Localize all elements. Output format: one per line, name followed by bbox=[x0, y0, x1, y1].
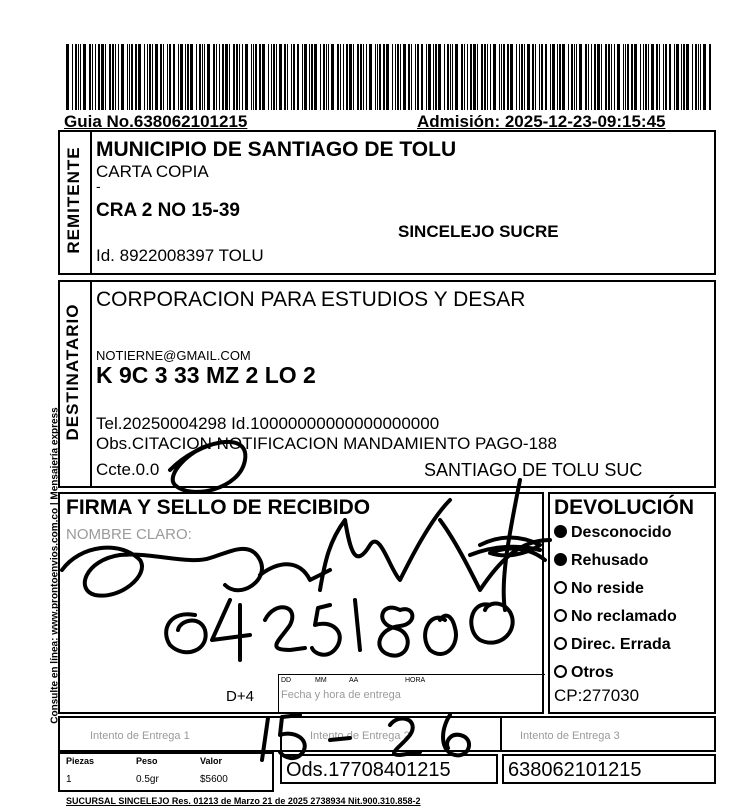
destinatario-name: CORPORACION PARA ESTUDIOS Y DESAR bbox=[96, 288, 526, 311]
devolucion-option-otros: Otros bbox=[554, 664, 614, 682]
detalle-header-piezas: Piezas bbox=[66, 756, 95, 766]
devolucion-cp: CP:277030 bbox=[554, 686, 640, 705]
destinatario-email: NOTIERNE@GMAIL.COM bbox=[96, 348, 251, 363]
dplus-label: D+4 bbox=[226, 688, 254, 705]
recibido-title: FIRMA Y SELLO DE RECIBIDO bbox=[66, 496, 371, 519]
guia-number: Guia No.638062101215 bbox=[64, 112, 248, 131]
destinatario-address: K 9C 3 33 MZ 2 LO 2 bbox=[96, 362, 316, 388]
detalle-header-peso: Peso bbox=[136, 756, 158, 766]
destinatario-label: DESTINATARIO bbox=[63, 303, 82, 441]
date-header-dd: DD bbox=[281, 677, 292, 684]
footer-text: SUCURSAL SINCELEJO Res. 01213 de Marzo 21 de 2025 2738934 Nit.900.310.858-2 bbox=[66, 796, 421, 806]
nombre-claro-label: NOMBRE CLARO: bbox=[66, 526, 192, 543]
devolucion-option-desconocido: Desconocido bbox=[554, 524, 671, 542]
destinatario-city: SANTIAGO DE TOLU SUC bbox=[424, 460, 643, 480]
date-header-hora: HORA bbox=[405, 677, 426, 684]
remitente-id: Id. 8922008397 TOLU bbox=[96, 246, 264, 265]
date-header-aa: AA bbox=[349, 677, 359, 684]
devolucion-option-no-reside: No reside bbox=[554, 580, 644, 598]
date-entry-label: Fecha y hora de entrega bbox=[281, 689, 401, 701]
remitente-label: REMITENTE bbox=[64, 146, 83, 254]
remitente-city: SINCELEJO SUCRE bbox=[398, 222, 559, 241]
remitente-name: MUNICIPIO DE SANTIAGO DE TOLU bbox=[96, 138, 457, 161]
detalle-piezas: 1 bbox=[66, 774, 72, 785]
destinatario-obs: Obs.CITACION NOTIFICACION MANDAMIENTO PAGO-188 bbox=[96, 434, 557, 453]
ods-number: Ods.17708401215 bbox=[286, 759, 451, 781]
devolucion-title: DEVOLUCIÓN bbox=[554, 496, 695, 519]
detalle-peso: 0.5gr bbox=[136, 774, 159, 785]
guia-box-number: 638062101215 bbox=[508, 759, 642, 781]
remitente-dash: - bbox=[96, 178, 101, 194]
destinatario-ccte: Ccte.0.0 bbox=[96, 460, 160, 479]
remitente-subtitle: CARTA COPIA bbox=[96, 162, 209, 181]
date-header-mm: MM bbox=[315, 677, 327, 684]
devolucion-option-rehusado: Rehusado bbox=[554, 552, 648, 570]
devolucion-option-no-reclamado: No reclamado bbox=[554, 608, 677, 626]
remitente-address: CRA 2 NO 15-39 bbox=[96, 200, 240, 221]
devolucion-option-direc-errada: Direc. Errada bbox=[554, 636, 671, 654]
detalle-header-valor: Valor bbox=[200, 756, 223, 766]
intento-1: Intento de Entrega 1 bbox=[90, 730, 190, 742]
detalle-valor: $5600 bbox=[200, 774, 228, 785]
destinatario-tel: Tel.20250004298 Id.10000000000000000000 bbox=[96, 414, 440, 433]
side-website-text: Consulte en línea: www.prontoenvios.com.co | Mensajería express bbox=[49, 407, 61, 724]
admision-date: Admisión: 2025-12-23-09:15:45 bbox=[417, 112, 666, 131]
intento-3: Intento de Entrega 3 bbox=[520, 730, 620, 742]
intento-2: Intento de Entrega 2 bbox=[310, 730, 410, 742]
